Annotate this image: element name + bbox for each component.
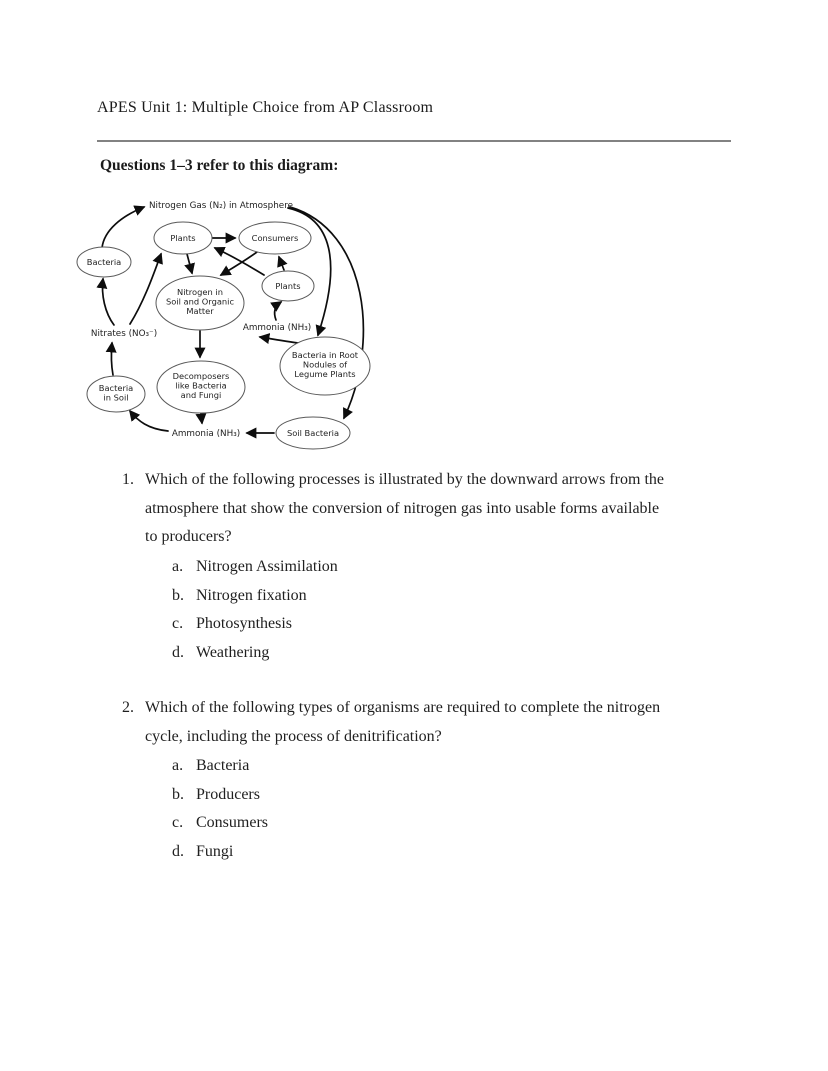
- question-1-options: [122, 553, 752, 667]
- option-row: [122, 639, 752, 668]
- node-soil-bacteria: [276, 417, 350, 449]
- node-plants-right-label: Plants: [275, 281, 301, 291]
- arrow-root-nodules-to-ammonia: [260, 337, 298, 343]
- option-letter: b.: [172, 785, 184, 803]
- arrow-decomposers-to-ammonia-bottom: [201, 414, 202, 423]
- option-row: [122, 781, 752, 810]
- question-1-text-line: atmosphere that show the conversion of nitrogen gas into usable forms available: [145, 499, 660, 517]
- option-letter: d.: [172, 842, 184, 860]
- node-nitrogen-soil-line2: Soil and Organic: [165, 296, 235, 307]
- node-consumers: [239, 222, 311, 254]
- node-root-nodules-line2: Nodules of: [302, 359, 348, 370]
- node-plants-right: [262, 271, 314, 301]
- node-nitrogen-soil-line1: Nitrogen in: [177, 287, 223, 297]
- label-nitrogen-gas-atmosphere: Nitrogen Gas (N₂) in Atmosphere: [148, 201, 294, 211]
- node-plants-top: [154, 222, 212, 254]
- question-1-text-line: Which of the following processes is illustrated by the downward arrows from the: [145, 471, 664, 488]
- option-text: Weathering: [196, 643, 270, 661]
- option-text: Photosynthesis: [196, 615, 293, 632]
- option-row: [122, 610, 752, 639]
- option-letter: a.: [172, 558, 184, 575]
- question-2-options: [122, 752, 752, 866]
- node-decomposers-line2: like Bacteria: [175, 380, 227, 391]
- question-1-text-line: to producers?: [145, 528, 232, 545]
- arrow-ammonia-bottom-to-bacteria-soil: [130, 411, 168, 431]
- option-letter: a.: [172, 757, 184, 774]
- node-bacteria-label: Bacteria: [86, 257, 122, 267]
- node-bacteria-in-soil-line2: in Soil: [103, 392, 129, 403]
- arrow-ammonia-to-plants-right: [275, 302, 281, 320]
- question-2-text-line: cycle, including the process of denitrification?: [145, 727, 442, 745]
- section-divider: [97, 140, 731, 142]
- node-root-nodules-line1: Bacteria in Root: [291, 350, 359, 360]
- page-title: APES Unit 1: Multiple Choice from AP Classroom: [97, 99, 434, 116]
- option-row: [122, 838, 752, 867]
- node-plants-top-label: Plants: [170, 233, 196, 243]
- option-letter: d.: [172, 643, 184, 661]
- node-decomposers-line3: and Fungi: [180, 390, 222, 400]
- option-row: [122, 582, 752, 611]
- label-ammonia-bottom: Ammonia (NH₃): [171, 429, 241, 439]
- option-row: [122, 809, 752, 838]
- node-root-nodules: [280, 337, 370, 395]
- node-soil-bacteria-label: Soil Bacteria: [286, 428, 340, 438]
- diagram-caption: Questions 1–3 refer to this diagram:: [100, 157, 339, 174]
- node-nitrogen-soil-line3: Matter: [186, 306, 214, 316]
- arrow-plants-right-to-consumers: [279, 257, 284, 270]
- question-2-number: 2.: [122, 699, 134, 716]
- arrow-bacteria-to-atmosphere: [102, 207, 144, 248]
- node-root-nodules-line3: Legume Plants: [294, 369, 356, 379]
- nitrogen-cycle-diagram: [70, 192, 390, 456]
- arrow-consumers-to-nitrogen-soil: [221, 252, 257, 275]
- arrow-nitrates-to-bacteria: [102, 279, 114, 325]
- arrow-bacteria-soil-to-nitrates: [111, 343, 113, 375]
- node-bacteria: [77, 247, 131, 277]
- option-text: Consumers: [196, 814, 268, 831]
- question-2-text-line: Which of the following types of organisms are required to complete the nitrogen: [145, 699, 661, 716]
- option-letter: c.: [172, 814, 184, 831]
- node-decomposers-line1: Decomposers: [172, 371, 230, 381]
- question-1-number: 1.: [122, 471, 134, 488]
- option-text: Bacteria: [196, 757, 250, 774]
- node-nitrogen-soil: [156, 276, 244, 330]
- node-bacteria-in-soil-line1: Bacteria: [98, 383, 134, 393]
- option-letter: b.: [172, 586, 184, 604]
- option-row: [122, 553, 752, 582]
- question-2: [122, 694, 752, 751]
- node-consumers-label: Consumers: [251, 233, 299, 243]
- label-nitrates: Nitrates (NO₃⁻): [90, 329, 158, 339]
- option-text: Fungi: [196, 842, 234, 860]
- label-ammonia-mid: Ammonia (NH₃): [242, 323, 312, 333]
- node-bacteria-in-soil: [87, 376, 145, 412]
- option-text: Producers: [196, 785, 260, 803]
- arrow-nitrates-to-plants: [130, 254, 161, 324]
- option-text: Nitrogen fixation: [196, 586, 307, 604]
- option-letter: c.: [172, 615, 184, 632]
- option-text: Nitrogen Assimilation: [196, 558, 338, 575]
- node-decomposers: [157, 361, 245, 413]
- option-row: [122, 752, 752, 781]
- arrow-plants-to-nitrogen-soil: [187, 254, 192, 273]
- question-1: [122, 466, 752, 552]
